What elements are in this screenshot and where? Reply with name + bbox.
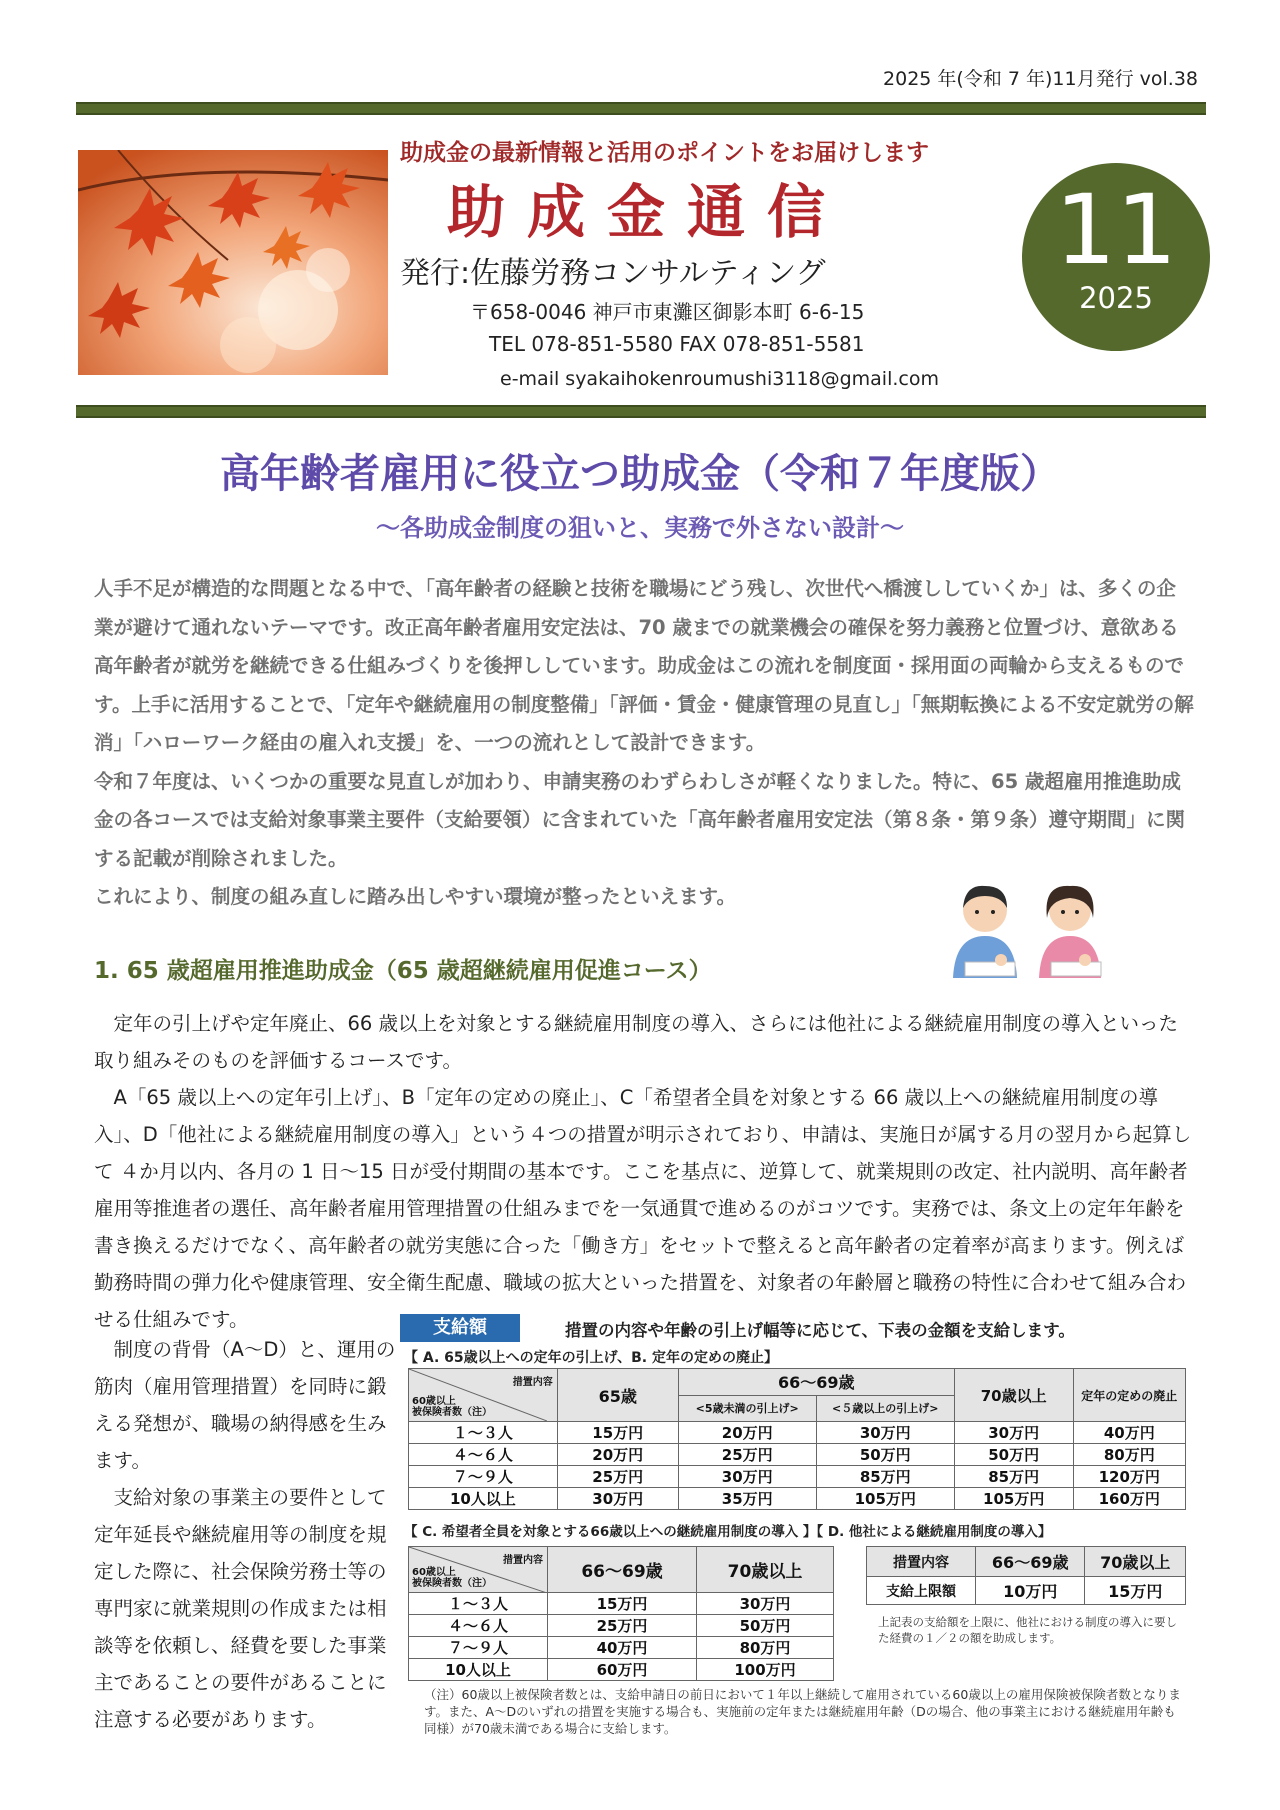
table-cell: 30万円 [678,1466,816,1488]
table-cell: １～３人 [409,1422,558,1444]
email-link[interactable]: e-mail syakaihokenroumushi3118@gmail.com [500,368,939,390]
table-cell: 100万円 [697,1659,834,1681]
table-cell: 50万円 [954,1444,1073,1466]
section-1-title: 1. 65 歳超雇用推進助成金（65 歳超継続雇用促進コース） [94,958,712,984]
table-d-note: 上記表の支給額を上限に、他社における制度の導入に要した経費の１／２の額を助成します。 [878,1615,1177,1645]
table-cell: 15万円 [548,1593,697,1615]
article-subtitle: ～各助成金制度の狙いと、実務で外さない設計～ [376,514,904,542]
table-row [409,1615,834,1637]
table-a-sub-ge5: <５歳以上の引上げ> [816,1395,954,1422]
side-paragraph-2: 支給対象の事業主の要件として定年延長や継続雇用等の制度を規定した際に、社会保険労務士等の専門家に就業規則の作成または相談等を依頼し、経費を要した事業主であることの要件があることに注意する必要があります。 [94,1486,387,1731]
table-c-corner-top: 措置内容 [503,1555,543,1566]
table-row [409,1466,1186,1488]
table-a-corner-top: 措置内容 [512,1377,553,1388]
table-c [408,1546,834,1681]
subsidy-badge: 支給額 [400,1314,520,1342]
table-c-corner-bottom: 60歳以上 被保険者数（注） [412,1567,492,1589]
intro-text [94,570,1194,917]
table-c-head-66-69: 66～69歳 [548,1547,697,1593]
table-cell: 25万円 [557,1466,678,1488]
table-cell: 15万円 [557,1422,678,1444]
table-a-head-66-69: 66～69歳 [678,1369,954,1396]
table-cell: 20万円 [557,1444,678,1466]
intro-paragraph-3: これにより、制度の組み直しに踏み出しやすい環境が整ったといえます。 [94,885,736,908]
tel-fax: TEL 078-851-5580 FAX 078-851-5581 [489,332,865,356]
people-illustration [945,878,1115,987]
table-cell: ４～６人 [409,1444,558,1466]
table-cell: 30万円 [697,1593,834,1615]
figure-lead: 措置の内容や年齢の引上げ幅等に応じて、下表の金額を支給します。 [565,1321,1075,1340]
table-cell: 105万円 [816,1488,954,1510]
table-cell: 25万円 [548,1615,697,1637]
header-top-bar [76,102,1206,115]
table-cell: 30万円 [954,1422,1073,1444]
intro-paragraph-1: 人手不足が構造的な問題となる中で、「高年齢者の経験と技術を職場にどう残し、次世代へ橋渡ししていくか」は、多くの企業が避けて通れないテーマです。改正高年齢者雇用安定法は、70 歳までの就業機会の確保を努力義務と位置づけ、意欲ある高年齢者が就労を継続できる仕組みづくりを後押ししています。助成金はこの流れを制度面・採用面の両輪から支えるものです。上手に活用することで、「定年や継続雇用の制度整備」「評価・賃金・健康管理の見直し」「無期転換による不安定就労の解消」「ハローワーク経由の雇入れ支援」を、一つの流れとして設計できます。 [94,577,1194,754]
table-a-caption: 【 A. 65歳以上への定年の引上げ、B. 定年の定めの廃止】 [404,1350,778,1366]
section-1-paragraph-1: 定年の引上げや定年廃止、66 歳以上を対象とする継続雇用制度の導入、さらには他社による継続雇用制度の導入といった取り組みそのものを評価するコースです。 [94,1012,1179,1072]
table-a-head-abolish: 定年の定めの廃止 [1073,1369,1185,1422]
table-a-head-65: 65歳 [557,1369,678,1422]
table-cell: 支給上限額 [867,1577,976,1605]
tagline: 助成金の最新情報と活用のポイントをお届けします [400,140,929,166]
table-cell: １～３人 [409,1593,548,1615]
autumn-leaves-photo [78,150,388,375]
table-d-head-66-69: 66～69歳 [976,1547,1085,1577]
table-row [409,1659,834,1681]
section-1-paragraph-2: A「65 歳以上への定年引上げ」、B「定年の定めの廃止」、C「希望者全員を対象とする 66 歳以上への継続雇用制度の導入」、D「他社による継続雇用制度の導入」という４つの措置が明示されており、申請は、実施日が属する月の翌月から起算して ４か月以内、各月の 1 日～15 日が受付期間の基本です。ここを基点に、逆算して、就業規則の改定、社内説明、高年齢者雇用等推進者の選任、高年齢者雇用管理措置の仕組みまでを一気通貫で進めるのがコツです。実務では、条文上の定年年齢を書き換えるだけでなく、高年齢者の就労実態に合った「働き方」をセットで整えると高年齢者の定着率が高まります。例えば勤務時間の弾力化や健康管理、安全衛生配慮、職域の拡大といった措置を、対象者の年齢層と職務の特性に合わせて組み合わせる仕組みです。 [94,1086,1192,1331]
section-1-body [94,1005,1194,1338]
table-c-corner [409,1547,548,1593]
table-cell: 40万円 [548,1637,697,1659]
table-row [867,1577,1186,1605]
table-row [409,1637,834,1659]
table-cell: 60万円 [548,1659,697,1681]
table-cell: 10人以上 [409,1659,548,1681]
article-title: 高年齢者雇用に役立つ助成金（令和７年度版） [220,451,1060,497]
table-cell: 85万円 [954,1466,1073,1488]
table-d [866,1546,1186,1605]
table-a-head-70: 70歳以上 [954,1369,1073,1422]
table-cell: 10万円 [976,1577,1085,1605]
table-d-head-measure: 措置内容 [867,1547,976,1577]
table-cell: 25万円 [678,1444,816,1466]
table-cell: 40万円 [1073,1422,1185,1444]
table-cell: ７～９人 [409,1637,548,1659]
table-cell: 35万円 [678,1488,816,1510]
table-cell: 160万円 [1073,1488,1185,1510]
table-a [408,1368,1186,1510]
table-cell: 85万円 [816,1466,954,1488]
table-row [409,1593,834,1615]
table-cell: ７～９人 [409,1466,558,1488]
month-badge [1022,163,1210,351]
table-cell: 80万円 [697,1637,834,1659]
header-bottom-bar [76,405,1206,418]
table-cell: 30万円 [557,1488,678,1510]
table-d-head-70: 70歳以上 [1085,1547,1186,1577]
month-number: 11 [1054,174,1178,286]
side-paragraph-1: 制度の背骨（A～D）と、運用の筋肉（雇用管理措置）を同時に鍛える発想が、職場の納得感を生みます。 [94,1338,396,1472]
table-cell: 15万円 [1085,1577,1186,1605]
table-cell: 20万円 [678,1422,816,1444]
table-c-head-70: 70歳以上 [697,1547,834,1593]
table-cell: 105万円 [954,1488,1073,1510]
table-row [409,1444,1186,1466]
table-cell: 30万円 [816,1422,954,1444]
intro-paragraph-2: 令和７年度は、いくつかの重要な見直しが加わり、申請実務のわずらわしさが軽くなりました。特に、65 歳超雇用推進助成金の各コースでは支給対象事業主要件（支給要領）に含まれていた「高年齢者雇用安定法（第８条・第９条）遵守期間」に関する記載が削除されました。 [94,769,1186,870]
badge-year: 2025 [1079,281,1153,315]
side-text [94,1331,404,1738]
table-row [409,1422,1186,1444]
table-a-corner-bottom: 60歳以上 被保険者数（注） [412,1396,492,1418]
subsidy-amount-figure [400,1314,1190,1754]
table-a-sub-lt5: <5歳未満の引上げ> [678,1395,816,1422]
man-writing-icon [953,886,1017,978]
postal-address: 〒658-0046 神戸市東灘区御影本町 6-6-15 [470,300,865,324]
issue-date: 2025 年(令和 7 年)11月発行 vol.38 [883,68,1198,90]
table-cell: 50万円 [697,1615,834,1637]
figure-footnote: （注）60歳以上被保険者数とは、支給申請日の前日において１年以上継続して雇用されている60歳以上の雇用保険被保険者数となります。また、A～Dのいずれの措置を実施する場合も、実施前の定年または継続雇用年齢（Dの場合、他の事業主における継続雇用年齢も同様）が70歳未満である場合に支給します。 [424,1687,1181,1736]
table-cell: 80万円 [1073,1444,1185,1466]
newsletter-brand: 助成金通信 [447,178,848,246]
table-a-corner [409,1369,558,1422]
table-cell: 10人以上 [409,1488,558,1510]
table-cell: ４～６人 [409,1615,548,1637]
table-cell: 120万円 [1073,1466,1185,1488]
woman-writing-icon [1039,886,1101,978]
table-cell: 50万円 [816,1444,954,1466]
table-row [409,1488,1186,1510]
publisher: 発行:佐藤労務コンサルティング [400,256,826,291]
table-c-caption: 【 C. 希望者全員を対象とする66歳以上への継続雇用制度の導入 】【 D. 他社による継続雇用制度の導入】 [404,1524,1052,1540]
